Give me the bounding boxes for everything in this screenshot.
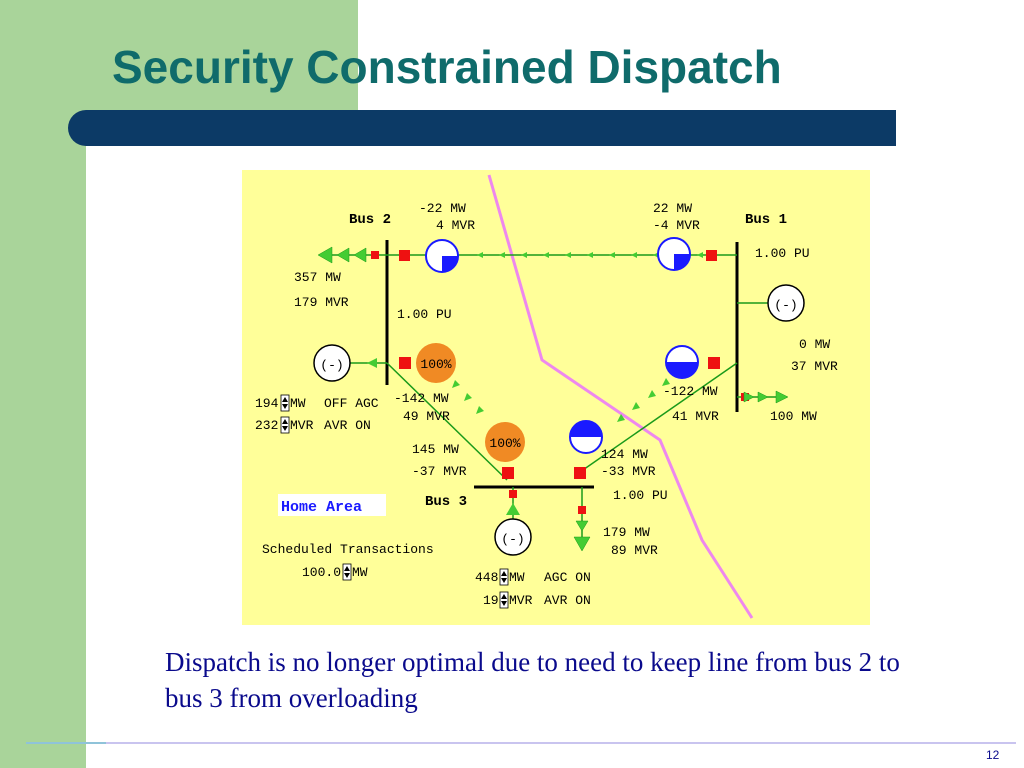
bus2-gen-agc[interactable]: OFF AGC [324, 396, 379, 411]
bus3-gen-mvr-value[interactable]: 19 [483, 593, 499, 608]
load-arrows-bus2 [318, 247, 366, 263]
bus2-name: Bus 2 [349, 212, 392, 228]
scheduled-transactions-unit: MW [352, 565, 368, 580]
footer-divider [26, 742, 1016, 744]
bus3-gen-mw-value[interactable]: 448 [475, 570, 499, 585]
bus2-gen-flow-arrow [367, 358, 377, 368]
flow-pie-bus3-line31 [570, 421, 602, 453]
bus3-gen-mw-unit: MW [509, 570, 525, 585]
bus1-gen-mw: 0 MW [799, 337, 831, 352]
bus3-pu: 1.00 PU [613, 488, 668, 503]
bus3-line32-mw: 145 MW [412, 442, 459, 457]
slide-caption: Dispatch is no longer optimal due to need to keep line from bus 2 to bus 3 from overloading [165, 647, 900, 713]
bus3-name: Bus 3 [425, 494, 468, 510]
svg-text:(-): (-) [501, 532, 525, 547]
bus3-line31-mw: 124 MW [601, 447, 648, 462]
title-bar [68, 110, 896, 146]
svg-text:(-): (-) [774, 298, 798, 313]
breaker-bus2-gen[interactable] [399, 357, 411, 369]
bus2-load-mw: 357 MW [294, 270, 341, 285]
bus1-line13-mvr: 41 MVR [672, 409, 719, 424]
svg-text:(-): (-) [320, 358, 344, 373]
scheduled-transactions-spinner[interactable] [343, 564, 351, 580]
page-number: 12 [986, 748, 1000, 762]
bus2-pu: 1.00 PU [397, 307, 452, 322]
bus1-line13-mw: -122 MW [663, 384, 718, 399]
bus2-gen-mvr-unit: MVR [290, 418, 314, 433]
breaker-bus2-line21[interactable] [399, 250, 410, 261]
breaker-bus3-line31[interactable] [574, 467, 586, 479]
bus3-load-mvr: 89 MVR [611, 543, 658, 558]
bus3-load-mw: 179 MW [603, 525, 650, 540]
breaker-bus3-load[interactable] [578, 506, 586, 514]
load-arrows-bus1 [744, 391, 788, 403]
flow-pie-bus2-line [426, 240, 458, 272]
breaker-bus3-line32[interactable] [502, 467, 514, 479]
bus2-gen-avr[interactable]: AVR ON [324, 418, 371, 433]
bus3-line32-mvr: -37 MVR [412, 464, 467, 479]
bus1-load-mw: 100 MW [770, 409, 817, 424]
bus3-gen-flow-arrow [506, 503, 520, 515]
bus1-pu: 1.00 PU [755, 246, 810, 261]
bus2-gen-mvr-spinner[interactable] [281, 417, 289, 433]
home-area-label[interactable]: Home Area [281, 499, 363, 516]
bus2-gen-mw-value[interactable]: 194 [255, 396, 279, 411]
breaker-bus2-load[interactable] [371, 251, 379, 259]
bus2-gen-mw-unit: MW [290, 396, 306, 411]
footer-divider-accent [26, 742, 106, 744]
bus2-line23-mvr: 49 MVR [403, 409, 450, 424]
breaker-bus1-line12[interactable] [706, 250, 717, 261]
bus2-line-mw: -22 MW [419, 201, 466, 216]
bus2-gen-mw-spinner[interactable] [281, 395, 289, 411]
bus3-gen-mw-spinner[interactable] [500, 569, 508, 585]
scheduled-transactions-label: Scheduled Transactions [262, 542, 434, 557]
flow-pie-bus1-line13 [666, 346, 698, 378]
breaker-bus1-line13[interactable] [708, 357, 720, 369]
bus3-gen-mvr-spinner[interactable] [500, 592, 508, 608]
bus1-line-mvr: -4 MVR [653, 218, 700, 233]
bus3-gen-avr[interactable]: AVR ON [544, 593, 591, 608]
breaker-bus3-gen[interactable] [509, 490, 517, 498]
bus2-line23-mw: -142 MW [394, 391, 449, 406]
bus2-load-mvr: 179 MVR [294, 295, 349, 310]
green-side-strip [0, 145, 86, 768]
power-system-diagram [242, 170, 870, 625]
loading-percent-bus3: 100% [489, 436, 521, 451]
flow-pie-bus1-line [658, 238, 690, 270]
bus3-gen-mvr-unit: MVR [509, 593, 533, 608]
flow-arrows-bus3-to-bus2 [452, 380, 484, 414]
bus1-gen-mvr: 37 MVR [791, 359, 838, 374]
bus3-line31-mvr: -33 MVR [601, 464, 656, 479]
loading-percent-bus2: 100% [420, 357, 452, 372]
bus2-line-mvr: 4 MVR [436, 218, 476, 233]
one-line-diagram [242, 170, 870, 625]
bus3-gen-agc[interactable]: AGC ON [544, 570, 591, 585]
bus1-name: Bus 1 [745, 212, 788, 228]
scheduled-transactions-value[interactable]: 100.0 [302, 565, 342, 580]
bus1-line-mw: 22 MW [653, 201, 693, 216]
slide-title: Security Constrained Dispatch [112, 41, 782, 93]
bus2-gen-mvr-value[interactable]: 232 [255, 418, 279, 433]
